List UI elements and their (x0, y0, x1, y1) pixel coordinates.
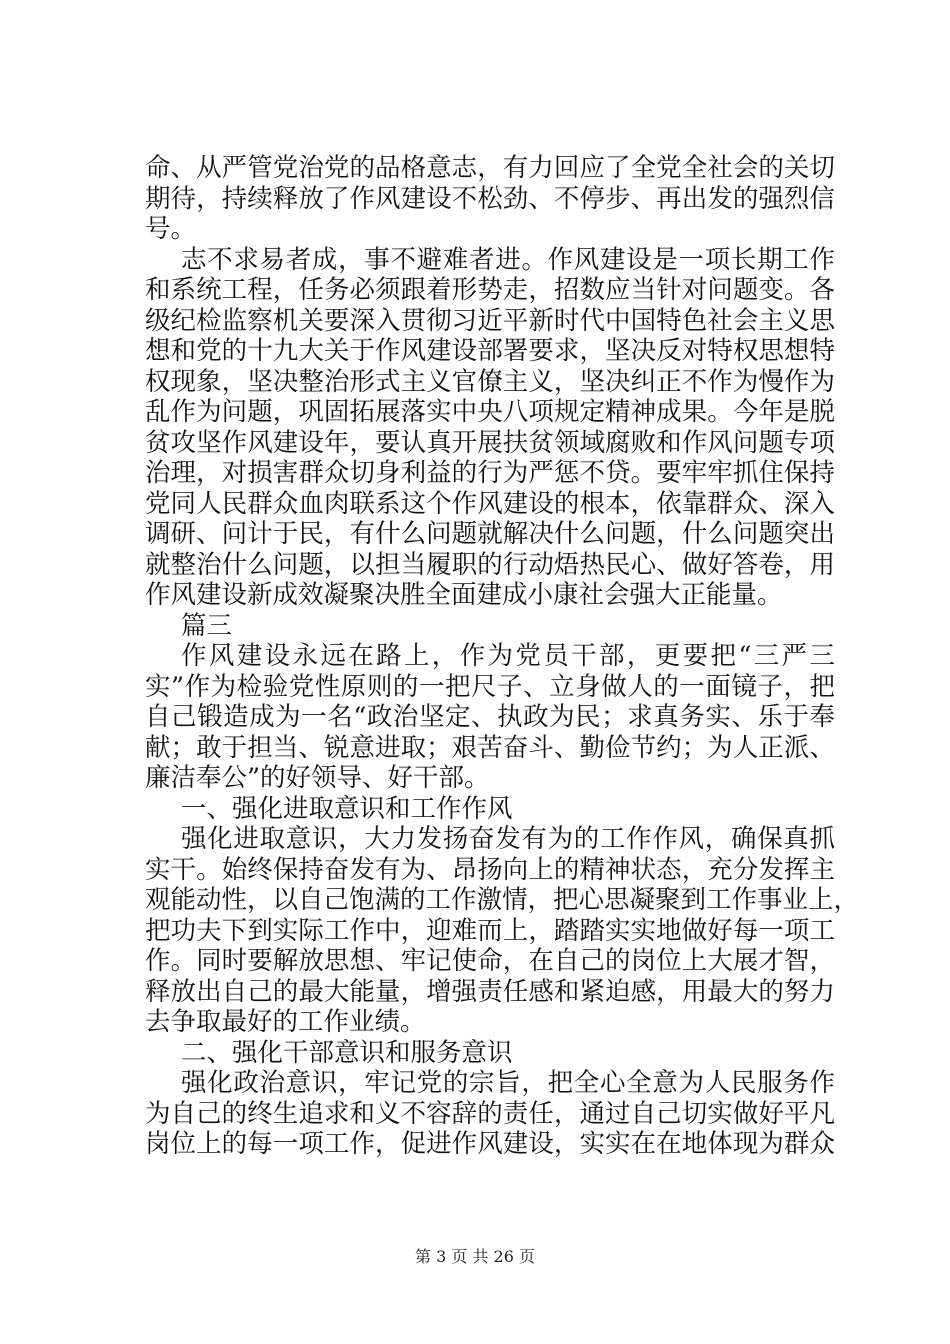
text-line: 廉洁奉公”的好领导、好干部。 (145, 763, 490, 793)
document-body (145, 153, 860, 1160)
text-line: 乱作为问题，巩固拓展落实中央八项规定精神成果。今年是脱 (145, 397, 835, 427)
text-line: 一、强化进取意识和工作作风 (181, 793, 513, 824)
text-line: 实”作为检验党性原则的一把尺子、立身做人的一面镜子，把 (145, 671, 835, 702)
text-line: 命、从严管党治党的品格意志，有力回应了全党全社会的关切 (145, 153, 835, 183)
text-line: 把功夫下到实际工作中，迎难而上，踏踏实实地做好每一项工 (145, 915, 835, 946)
text-line: 献；敢于担当、锐意进取；艰苦奋斗、勤俭节约；为人正派、 (145, 732, 835, 763)
text-line: 强化政治意识，牢记党的宗旨，把全心全意为人民服务作 (181, 1068, 835, 1098)
text-line: 自己锻造成为一名“政治坚定、执政为民；求真务实、乐于奉 (145, 702, 835, 732)
text-line: 作风建设永远在路上，作为党员干部，更要把“三严三 (181, 641, 835, 671)
text-line: 为自己的终生追求和义不容辞的责任，通过自己切实做好平凡 (145, 1098, 835, 1129)
text-line: 就整治什么问题，以担当履职的行动焐热民心、做好答卷，用 (145, 549, 835, 580)
text-line: 二、强化干部意识和服务意识 (181, 1037, 513, 1068)
text-line: 和系统工程，任务必须跟着形势走，招数应当针对问题变。各 (145, 275, 835, 305)
text-line: 去争取最好的工作业绩。 (145, 1007, 426, 1037)
text-line: 贫攻坚作风建设年，要认真开展扶贫领域腐败和作风问题专项 (145, 427, 835, 458)
text-line: 岗位上的每一项工作，促进作风建设，实实在在地体现为群众 (145, 1129, 835, 1159)
text-line: 强化进取意识，大力发扬奋发有为的工作作风，确保真抓 (181, 824, 835, 854)
text-line: 释放出自己的最大能量，增强责任感和紧迫感，用最大的努力 (145, 976, 835, 1007)
text-line: 治理，对损害群众切身利益的行为严惩不贷。要牢牢抓住保持 (145, 458, 835, 488)
text-line: 调研、问计于民，有什么问题就解决什么问题，什么问题突出 (145, 519, 835, 549)
text-line: 期待，持续释放了作风建设不松劲、不停步、再出发的强烈信 (145, 183, 835, 214)
text-line: 作。同时要解放思想、牢记使命，在自己的岗位上大展才智， (145, 946, 835, 976)
text-line: 实干。始终保持奋发有为、昂扬向上的精神状态，充分发挥主 (145, 854, 835, 885)
text-line: 想和党的十九大关于作风建设部署要求，坚决反对特权思想特 (145, 336, 835, 366)
page-footer: 第 3 页 共 26 页 (415, 1247, 535, 1266)
text-line: 号。 (145, 214, 197, 244)
text-line: 级纪检监察机关要深入贯彻习近平新时代中国特色社会主义思 (145, 305, 835, 336)
text-line: 观能动性，以自己饱满的工作激情，把心思凝聚到工作事业上， (145, 885, 860, 915)
text-line: 作风建设新成效凝聚决胜全面建成小康社会强大正能量。 (145, 580, 783, 610)
text-line: 党同人民群众血肉联系这个作风建设的根本，依靠群众、深入 (145, 488, 835, 519)
text-line: 篇三 (181, 610, 233, 641)
text-line: 权现象，坚决整治形式主义官僚主义，坚决纠正不作为慢作为 (145, 366, 835, 397)
text-line: 志不求易者成，事不避难者进。作风建设是一项长期工作 (181, 244, 835, 275)
